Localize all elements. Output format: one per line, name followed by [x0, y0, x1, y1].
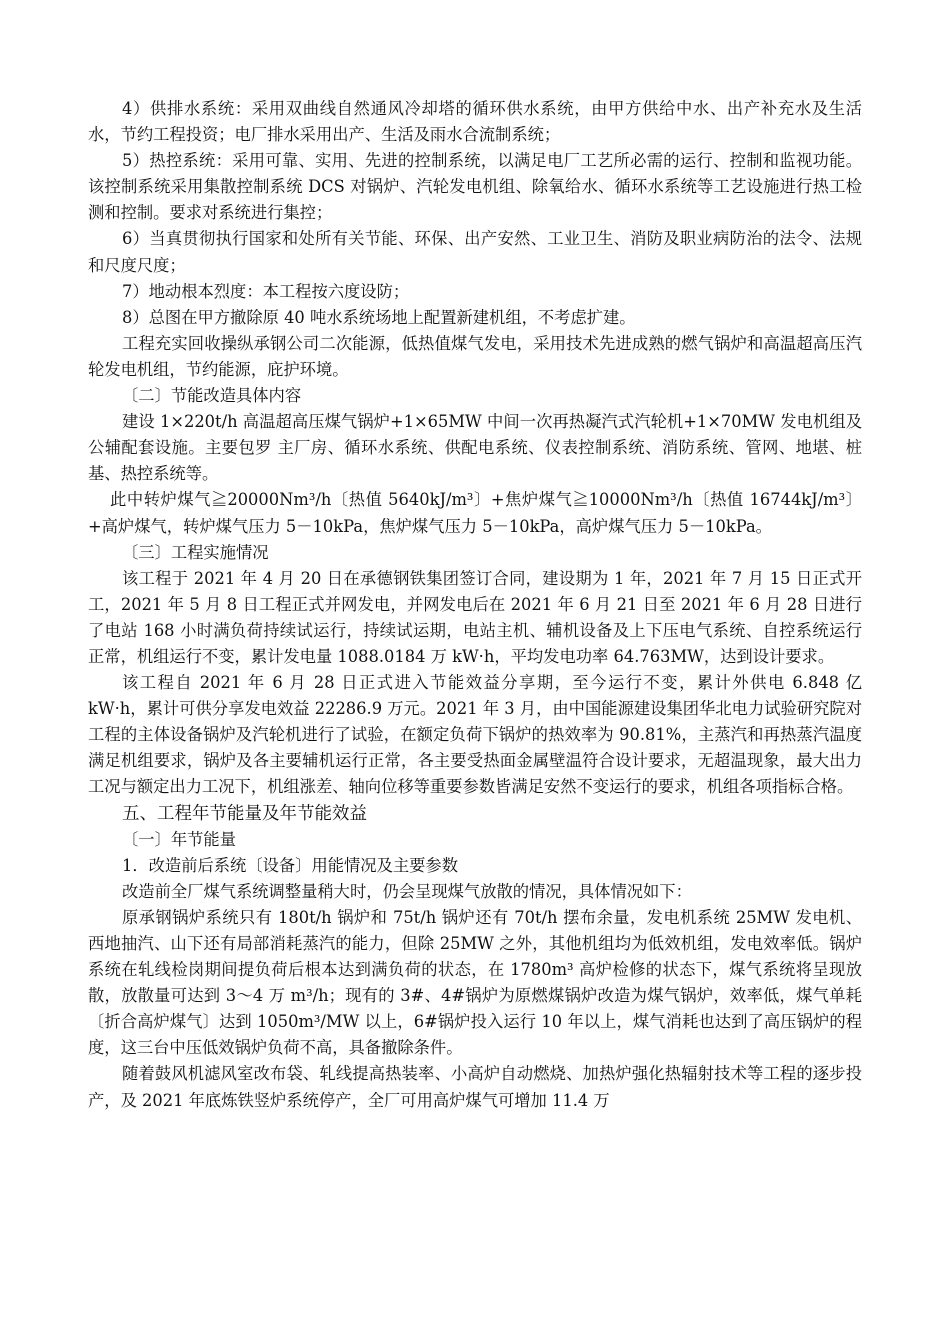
paragraph-thermal-control: 5）热控系统：采用可靠、实用、先进的控制系统，以满足电厂工艺所必需的运行、控制和监视功能。该控制系统采用集散控制系统 DCS 对锅炉、汽轮发电机组、除氧给水、循环水系统等工艺设施进行热工检测和控制。要求对系统进行集控； [88, 151, 862, 223]
paragraph-seismic: 7）地动根本烈度：本工程按六度设防； [122, 281, 410, 301]
paragraph-boiler-system: 原承钢锅炉系统只有 180t/h 锅炉和 75t/h 锅炉还有 70t/h 摆布余量，发电机系统 25MW 发电机、西地抽汽、山下还有局部消耗蒸汽的能力，但除 25MW 之外，其他机组均为低效机组，发电效率低。锅炉系统在轧线检岗期间提负荷后根本达到满负荷的状态，在 1780m³ 高炉检修的状态下，煤气系统将呈现放散，放散量可达到 3～4 万 m³/h；现有的 3#、4#锅炉为原燃煤锅炉改造为煤气锅炉，效率低，煤气单耗〔折合高炉煤气〕达到 1050m³/MW 以上，6#锅炉投入运行 10 年以上，煤气消耗也达到了高压锅炉的程度，这三台中压低效锅炉负荷不高，具备撤除条件。 [88, 907, 862, 1058]
paragraph-before-renovation: 改造前全厂煤气系统调整量稍大时，仍会呈现煤气放散的情况，具体情况如下： [122, 881, 692, 901]
paragraph-layout: 8）总图在甲方撤除原 40 吨水系统场地上配置新建机组，不考虑扩建。 [122, 307, 636, 327]
heading-renovation-content: 〔二〕节能改造具体内容 [122, 386, 302, 406]
paragraph-construction: 建设 1×220t/h 高温超高压煤气锅炉+1×65MW 中间一次再热凝汽式汽轮机+1×70MW 发电机组及公辅配套设施。主要包罗 主厂房、循环水系统、供配电系统、仪表控制系统、消防系统、管网、地堪、桩基、热控系统等。 [88, 412, 862, 484]
paragraph-benefit-period: 该工程自 2021 年 6 月 28 日正式进入节能效益分享期，至今运行不变，累计外供电 6.848 亿 kW·h，累计可供分享发电效益 22286.9 万元。2021 年 3 月，由中国能源建设集团华北电力试验研究院对工程的主体设备锅炉及汽轮机进行了试验，在额定负荷下锅炉的热效率为 90.81%，主蒸汽和再热蒸汽温度满足机组要求，锅炉及各主要辅机运行正常，各主要受热面金属壁温符合设计要求，无超温现象，最大出力工况与额定出力工况下，机组涨差、轴向位移等重要参数皆满足安然不变运行的要求，机组各项指标合格。 [88, 673, 862, 797]
document-page [88, 96, 862, 1114]
section-heading-energy-saving: 五、工程年节能量及年节能效益 [122, 803, 367, 824]
paragraph-regulations: 6）当真贯彻执行国家和处所有关节能、环保、出产安然、工业卫生、消防及职业病防治的法令、法规和尺度尺度； [88, 229, 862, 275]
paragraph-timeline: 该工程于 2021 年 4 月 20 日在承德钢铁集团签订合同，建设期为 1 年，2021 年 7 月 15 日正式开工，2021 年 5 月 8 日工程正式并网发电，并网发电后在 2021 年 6 月 21 日至 2021 年 6 月 28 日进行了电站 168 小时满负荷持续试运行，持续试运期，电站主机、辅机设备及上下压电气系统、自控系统运行正常，机组运行不变，累计发电量 1088.0184 万 kW·h，平均发电功率 64.763MW，达到设计要求。 [88, 568, 862, 666]
heading-parameters: 1．改造前后系统〔设备〕用能情况及主要参数 [122, 855, 458, 875]
paragraph-gas-increase: 随着鼓风机滤风室改布袋、轧线提高热装率、小高炉自动燃烧、加热炉强化热辐射技术等工程的逐步投产，及 2021 年底炼铁竖炉系统停产，全厂可用高炉煤气可增加 11.4 万 [88, 1064, 862, 1110]
heading-implementation: 〔三〕工程实施情况 [122, 542, 269, 562]
heading-annual-saving: 〔一〕年节能量 [122, 829, 236, 849]
paragraph-project-summary: 工程充实回收操纵承钢公司二次能源，低热值煤气发电，采用技术先进成熟的燃气锅炉和高温超高压汽轮发电机组，节约能源，庇护环境。 [88, 333, 862, 379]
paragraph-water-supply: 4）供排水系统：采用双曲线自然通风冷却塔的循环供水系统，由甲方供给中水、出产补充水及生活水，节约工程投资；电厂排水采用出产、生活及雨水合流制系统； [88, 99, 862, 145]
paragraph-gas-supply: 此中转炉煤气≧20000Nm³/h〔热值 5640kJ/m³〕+焦炉煤气≧10000Nm³/h〔热值 16744kJ/m³〕+高炉煤气，转炉煤气压力 5－10kPa，焦炉煤气压力 5－10kPa，高炉煤气压力 5－10kPa。 [88, 490, 862, 536]
